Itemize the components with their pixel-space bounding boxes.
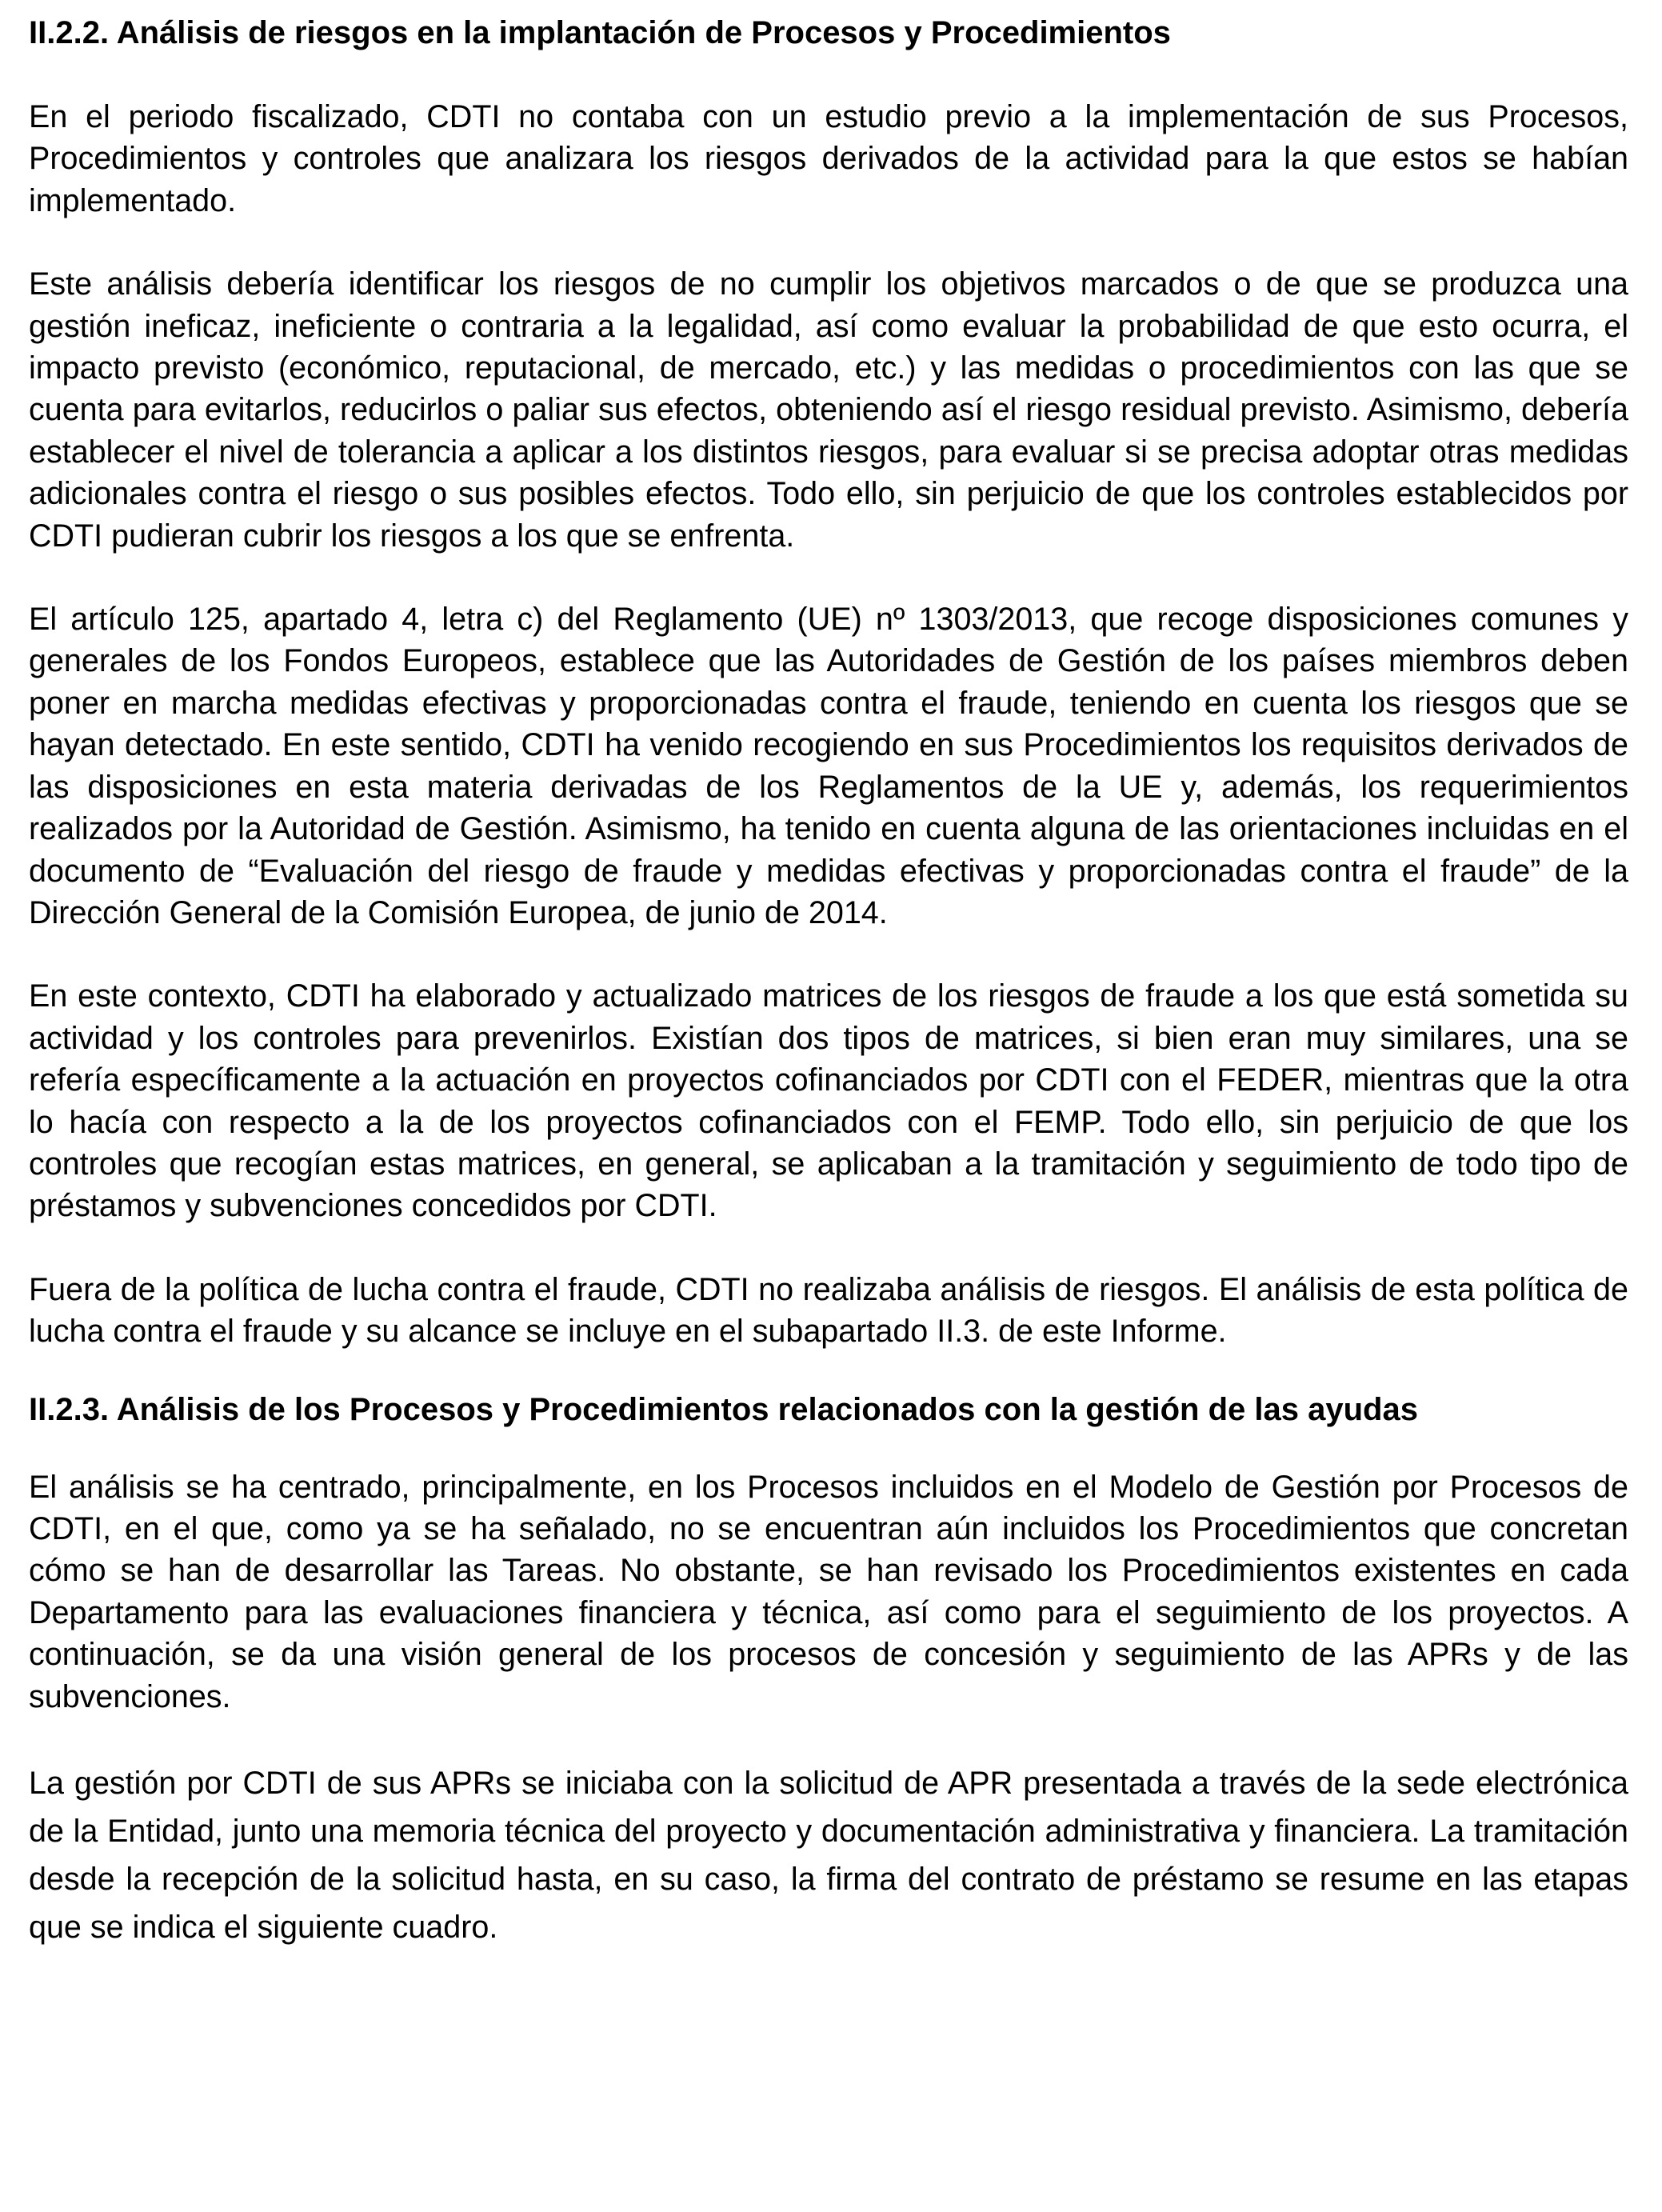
paragraph: En este contexto, CDTI ha elaborado y actualizado matrices de los riesgos de fraude a los que está sometida su actividad y los controles para prevenirlos. Existían dos tipos de matrices, si bien eran muy similares, una se refería específicamente a la actuación en proyectos cofinanciados por CDTI con el FEDER, mientras que la otra lo hacía con respecto a la de los proyectos cofinanciados con el FEMP. Todo ello, sin perjuicio de que los controles que recogían estas matrices, en general, se aplicaban a la tramitación y seguimiento de todo tipo de préstamos y subvenciones concedidos por CDTI. xyxy=(29,978,1628,1224)
document-page xyxy=(29,11,1628,1951)
paragraph: Fuera de la política de lucha contra el fraude, CDTI no realizaba análisis de riesgos. El análisis de esta política de lucha contra el fraude y su alcance se incluye en el subapartado II.3. de este Informe. xyxy=(29,1271,1628,1350)
section-heading-2-2-2: II.2.2. Análisis de riesgos en la implantación de Procesos y Procedimientos xyxy=(29,15,1171,50)
section-heading-2-2-3: II.2.3. Análisis de los Procesos y Procedimientos relacionados con la gestión de las ayudas xyxy=(29,1391,1418,1427)
paragraph: En el periodo fiscalizado, CDTI no contaba con un estudio previo a la implementación de sus Procesos, Procedimientos y controles que analizara los riesgos derivados de la actividad para la que estos se habían implementado. xyxy=(29,99,1628,218)
paragraph: El artículo 125, apartado 4, letra c) del Reglamento (UE) nº 1303/2013, que recoge disposiciones comunes y generales de los Fondos Europeos, establece que las Autoridades de Gestión de los países miembros deben poner en marcha medidas efectivas y proporcionadas contra el fraude, teniendo en cuenta los riesgos que se hayan detectado. En este sentido, CDTI ha venido recogiendo en sus Procedimientos los requisitos derivados de las disposiciones en esta materia derivadas de los Reglamentos de la UE y, además, los requerimientos realizados por la Autoridad de Gestión. Asimismo, ha tenido en cuenta alguna de las orientaciones incluidas en el documento de “Evaluación del riesgo de fraude y medidas efectivas y proporcionadas contra el fraude” de la Dirección General de la Comisión Europea, de junio de 2014. xyxy=(29,602,1628,930)
paragraph: Este análisis debería identificar los riesgos de no cumplir los objetivos marcados o de que se produzca una gestión ineficaz, ineficiente o contraria a la legalidad, así como evaluar la probabilidad de que esto ocurra, el impacto previsto (económico, reputacional, de mercado, etc.) y las medidas o procedimientos con las que se cuenta para evitarlos, reducirlos o paliar sus efectos, obteniendo así el riesgo residual previsto. Asimismo, debería establecer el nivel de tolerancia a aplicar a los distintos riesgos, para evaluar si se precisa adoptar otras medidas adicionales contra el riesgo o sus posibles efectos. Todo ello, sin perjuicio de que los controles establecidos por CDTI pudieran cubrir los riesgos a los que se enfrenta. xyxy=(29,266,1628,554)
paragraph: El análisis se ha centrado, principalmente, en los Procesos incluidos en el Modelo de Gestión por Procesos de CDTI, en el que, como ya se ha señalado, no se encuentran aún incluidos los Procedimientos que concretan cómo se han de desarrollar las Tareas. No obstante, se han revisado los Procedimientos existentes en cada Departamento para las evaluaciones financiera y técnica, así como para el seguimiento de los proyectos. A continuación, se da una visión general de los procesos de concesión y seguimiento de las APRs y de las subvenciones. xyxy=(29,1469,1628,1714)
paragraph: La gestión por CDTI de sus APRs se iniciaba con la solicitud de APR presentada a través de la sede electrónica de la Entidad, junto una memoria técnica del proyecto y documentación administrativa y financiera. La tramitación desde la recepción de la solicitud hasta, en su caso, la firma del contrato de préstamo se resume en las etapas que se indica el siguiente cuadro. xyxy=(29,1766,1628,1945)
